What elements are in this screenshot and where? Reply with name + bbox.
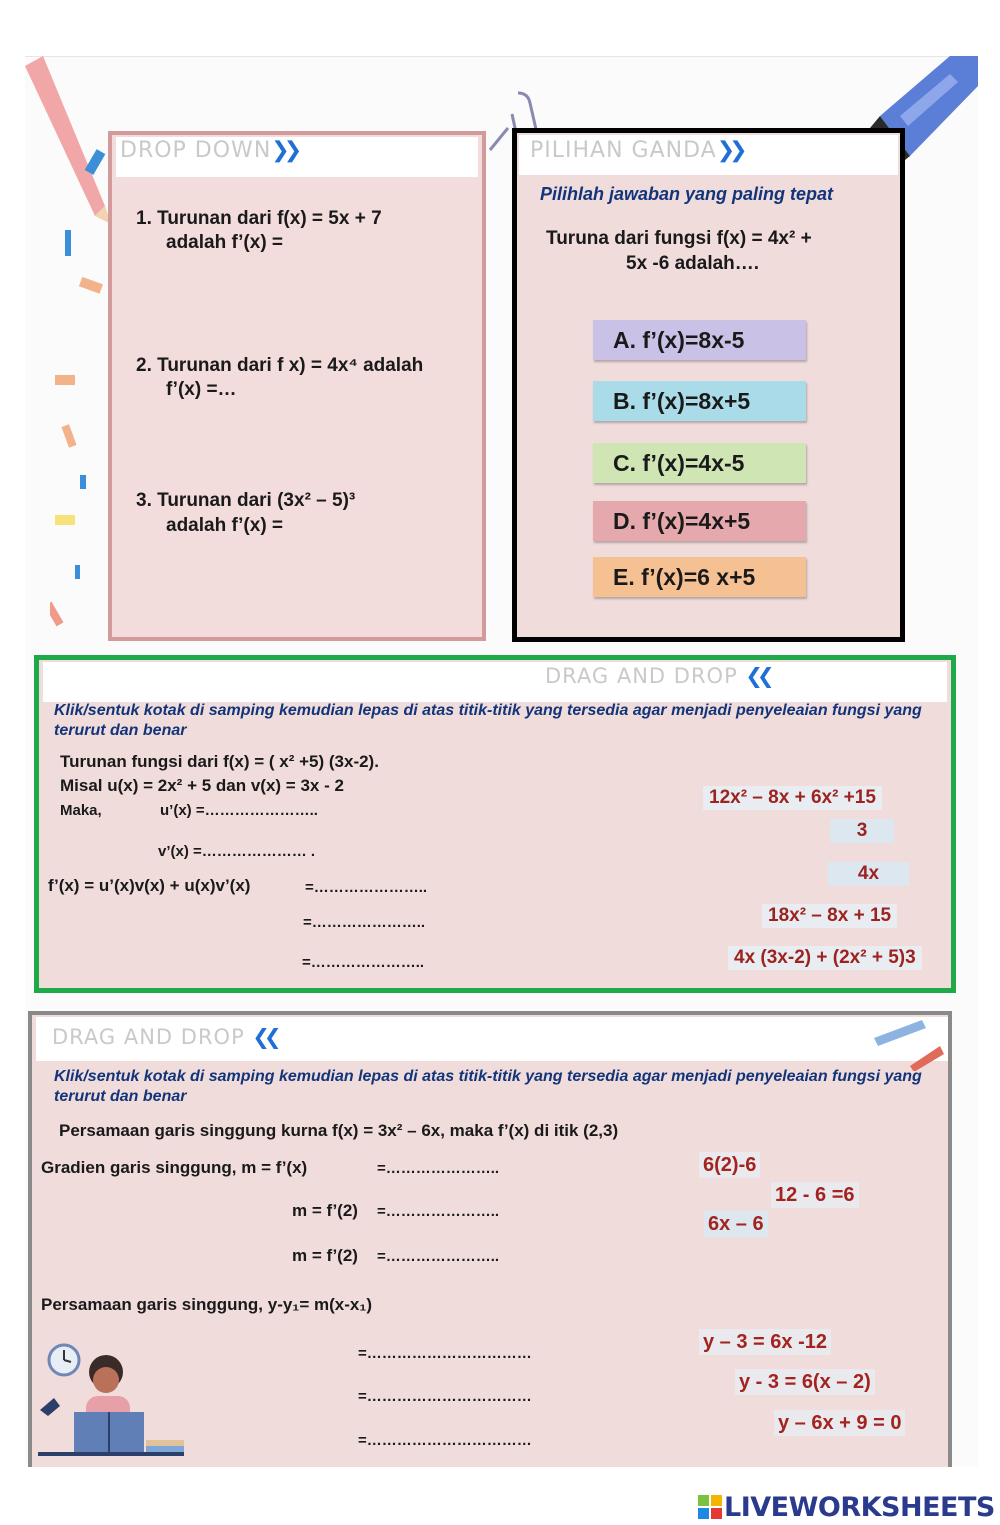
chevron-right-icon: ❯❯ bbox=[716, 138, 742, 163]
drag-drop-2-problem: Persamaan garis singgung kurna f(x) = 3x² – 6x, maka f’(x) di itik (2,3) bbox=[59, 1121, 619, 1140]
question-3-answer-label: adalah f’(x) = bbox=[166, 515, 284, 536]
drag-answer-8[interactable]: 6x – 6 bbox=[704, 1211, 768, 1237]
maka-label: Maka, bbox=[60, 802, 102, 819]
chevron-left-icon: ❮❮ bbox=[252, 1025, 276, 1049]
equation-drop-target-1[interactable]: =…………………………… bbox=[358, 1345, 532, 1362]
drop-target-3[interactable]: =………………….. bbox=[302, 954, 425, 971]
question-2-answer-label: f’(x) =… bbox=[166, 379, 237, 400]
drag-answer-7[interactable]: 12 - 6 =6 bbox=[771, 1182, 859, 1208]
m-drop-target-2[interactable]: =………………….. bbox=[377, 1248, 500, 1265]
option-a[interactable]: A. f’(x)=8x-5 bbox=[593, 320, 806, 360]
pencil-decoration-icon bbox=[870, 1016, 950, 1071]
question-1-answer-label: adalah f’(x) = bbox=[166, 232, 284, 253]
option-e[interactable]: E. f’(x)=6 x+5 bbox=[593, 557, 806, 597]
option-d[interactable]: D. f’(x)=4x+5 bbox=[593, 501, 806, 541]
tangent-equation-label: Persamaan garis singgung, y-y₁= m(x-x₁) bbox=[41, 1295, 373, 1314]
gradient-drop-target[interactable]: =………………….. bbox=[377, 1160, 500, 1177]
drag-drop-2-instruction: Klik/sentuk kotak di samping kemudian lepas di atas titik-titik yang tersedia agar menjadi penyeleaian fungsi yang terurut dan benar bbox=[54, 1068, 922, 1105]
confetti-decoration bbox=[50, 140, 110, 640]
gradient-label: Gradien garis singgung, m = f’(x) bbox=[41, 1158, 308, 1177]
m-label-2: m = f’(2) bbox=[292, 1246, 358, 1265]
multiple-choice-question: Turuna dari fungsi f(x) = 4x² + bbox=[546, 228, 812, 249]
chevron-right-icon: ❯❯ bbox=[271, 138, 297, 163]
chevron-left-icon: ❮❮ bbox=[745, 664, 769, 688]
drag-drop-1-substitution: Misal u(x) = 2x² + 5 dan v(x) = 3x - 2 bbox=[60, 776, 344, 795]
drag-answer-5[interactable]: 4x (3x-2) + (2x² + 5)3 bbox=[728, 946, 922, 970]
m-label-1: m = f’(2) bbox=[292, 1201, 358, 1220]
liveworksheets-logo-icon bbox=[698, 1495, 722, 1519]
drag-drop-1-instruction: Klik/sentuk kotak di samping kemudian lepas di atas titik-titik yang tersedia agar menjadi penyeleaian fungsi yang terurut dan benar bbox=[54, 702, 922, 739]
m-drop-target-1[interactable]: =………………….. bbox=[377, 1203, 500, 1220]
drag-answer-10[interactable]: y - 3 = 6(x – 2) bbox=[735, 1369, 875, 1395]
drag-drop-1-problem: Turunan fungsi dari f(x) = ( x² +5) (3x-2). bbox=[60, 752, 379, 771]
drag-answer-3[interactable]: 4x bbox=[828, 862, 909, 886]
equation-drop-target-3[interactable]: =…………………………… bbox=[358, 1432, 532, 1449]
drop-target-1[interactable]: =………………….. bbox=[305, 879, 428, 896]
question-2: 2. Turunan dari f x) = 4x⁴ adalah bbox=[136, 355, 424, 376]
u-prime-drop-target[interactable]: u’(x) =………………….. bbox=[160, 802, 318, 819]
question-3: 3. Turunan dari (3x² – 5)³ bbox=[136, 490, 356, 511]
drop-target-2[interactable]: =………………….. bbox=[303, 914, 426, 931]
drag-answer-2[interactable]: 3 bbox=[830, 819, 894, 843]
option-c[interactable]: C. f’(x)=4x-5 bbox=[593, 443, 806, 483]
v-prime-drop-target[interactable]: v’(x) =………………… . bbox=[158, 843, 316, 860]
multiple-choice-title: PILIHAN GANDA❯❯ bbox=[530, 138, 742, 163]
drag-answer-11[interactable]: y – 6x + 9 = 0 bbox=[774, 1410, 905, 1436]
student-reading-illustration bbox=[34, 1340, 194, 1465]
equation-drop-target-2[interactable]: =…………………………… bbox=[358, 1388, 532, 1405]
drag-answer-1[interactable]: 12x² – 8x + 6x² +15 bbox=[703, 786, 882, 810]
product-rule-formula: f’(x) = u’(x)v(x) + u(x)v’(x) bbox=[48, 876, 251, 895]
drag-answer-4[interactable]: 18x² – 8x + 15 bbox=[762, 904, 897, 928]
liveworksheets-logo-text: LIVEWORKSHEETS bbox=[724, 1491, 995, 1523]
drag-drop-2-title: DRAG AND DROP ❮❮ bbox=[52, 1025, 276, 1049]
option-b[interactable]: B. f’(x)=8x+5 bbox=[593, 381, 806, 421]
dropdown-title: DROP DOWN❯❯ bbox=[120, 138, 297, 163]
drag-drop-1-title: DRAG AND DROP ❮❮ bbox=[545, 664, 769, 688]
drag-answer-9[interactable]: y – 3 = 6x -12 bbox=[699, 1329, 831, 1355]
multiple-choice-instruction: Pilihlah jawaban yang paling tepat bbox=[540, 184, 834, 204]
multiple-choice-question-line2: 5x -6 adalah…. bbox=[626, 253, 760, 274]
drag-answer-6[interactable]: 6(2)-6 bbox=[699, 1152, 760, 1178]
question-1: 1. Turunan dari f(x) = 5x + 7 bbox=[136, 208, 382, 229]
liveworksheets-logo bbox=[698, 1490, 995, 1524]
